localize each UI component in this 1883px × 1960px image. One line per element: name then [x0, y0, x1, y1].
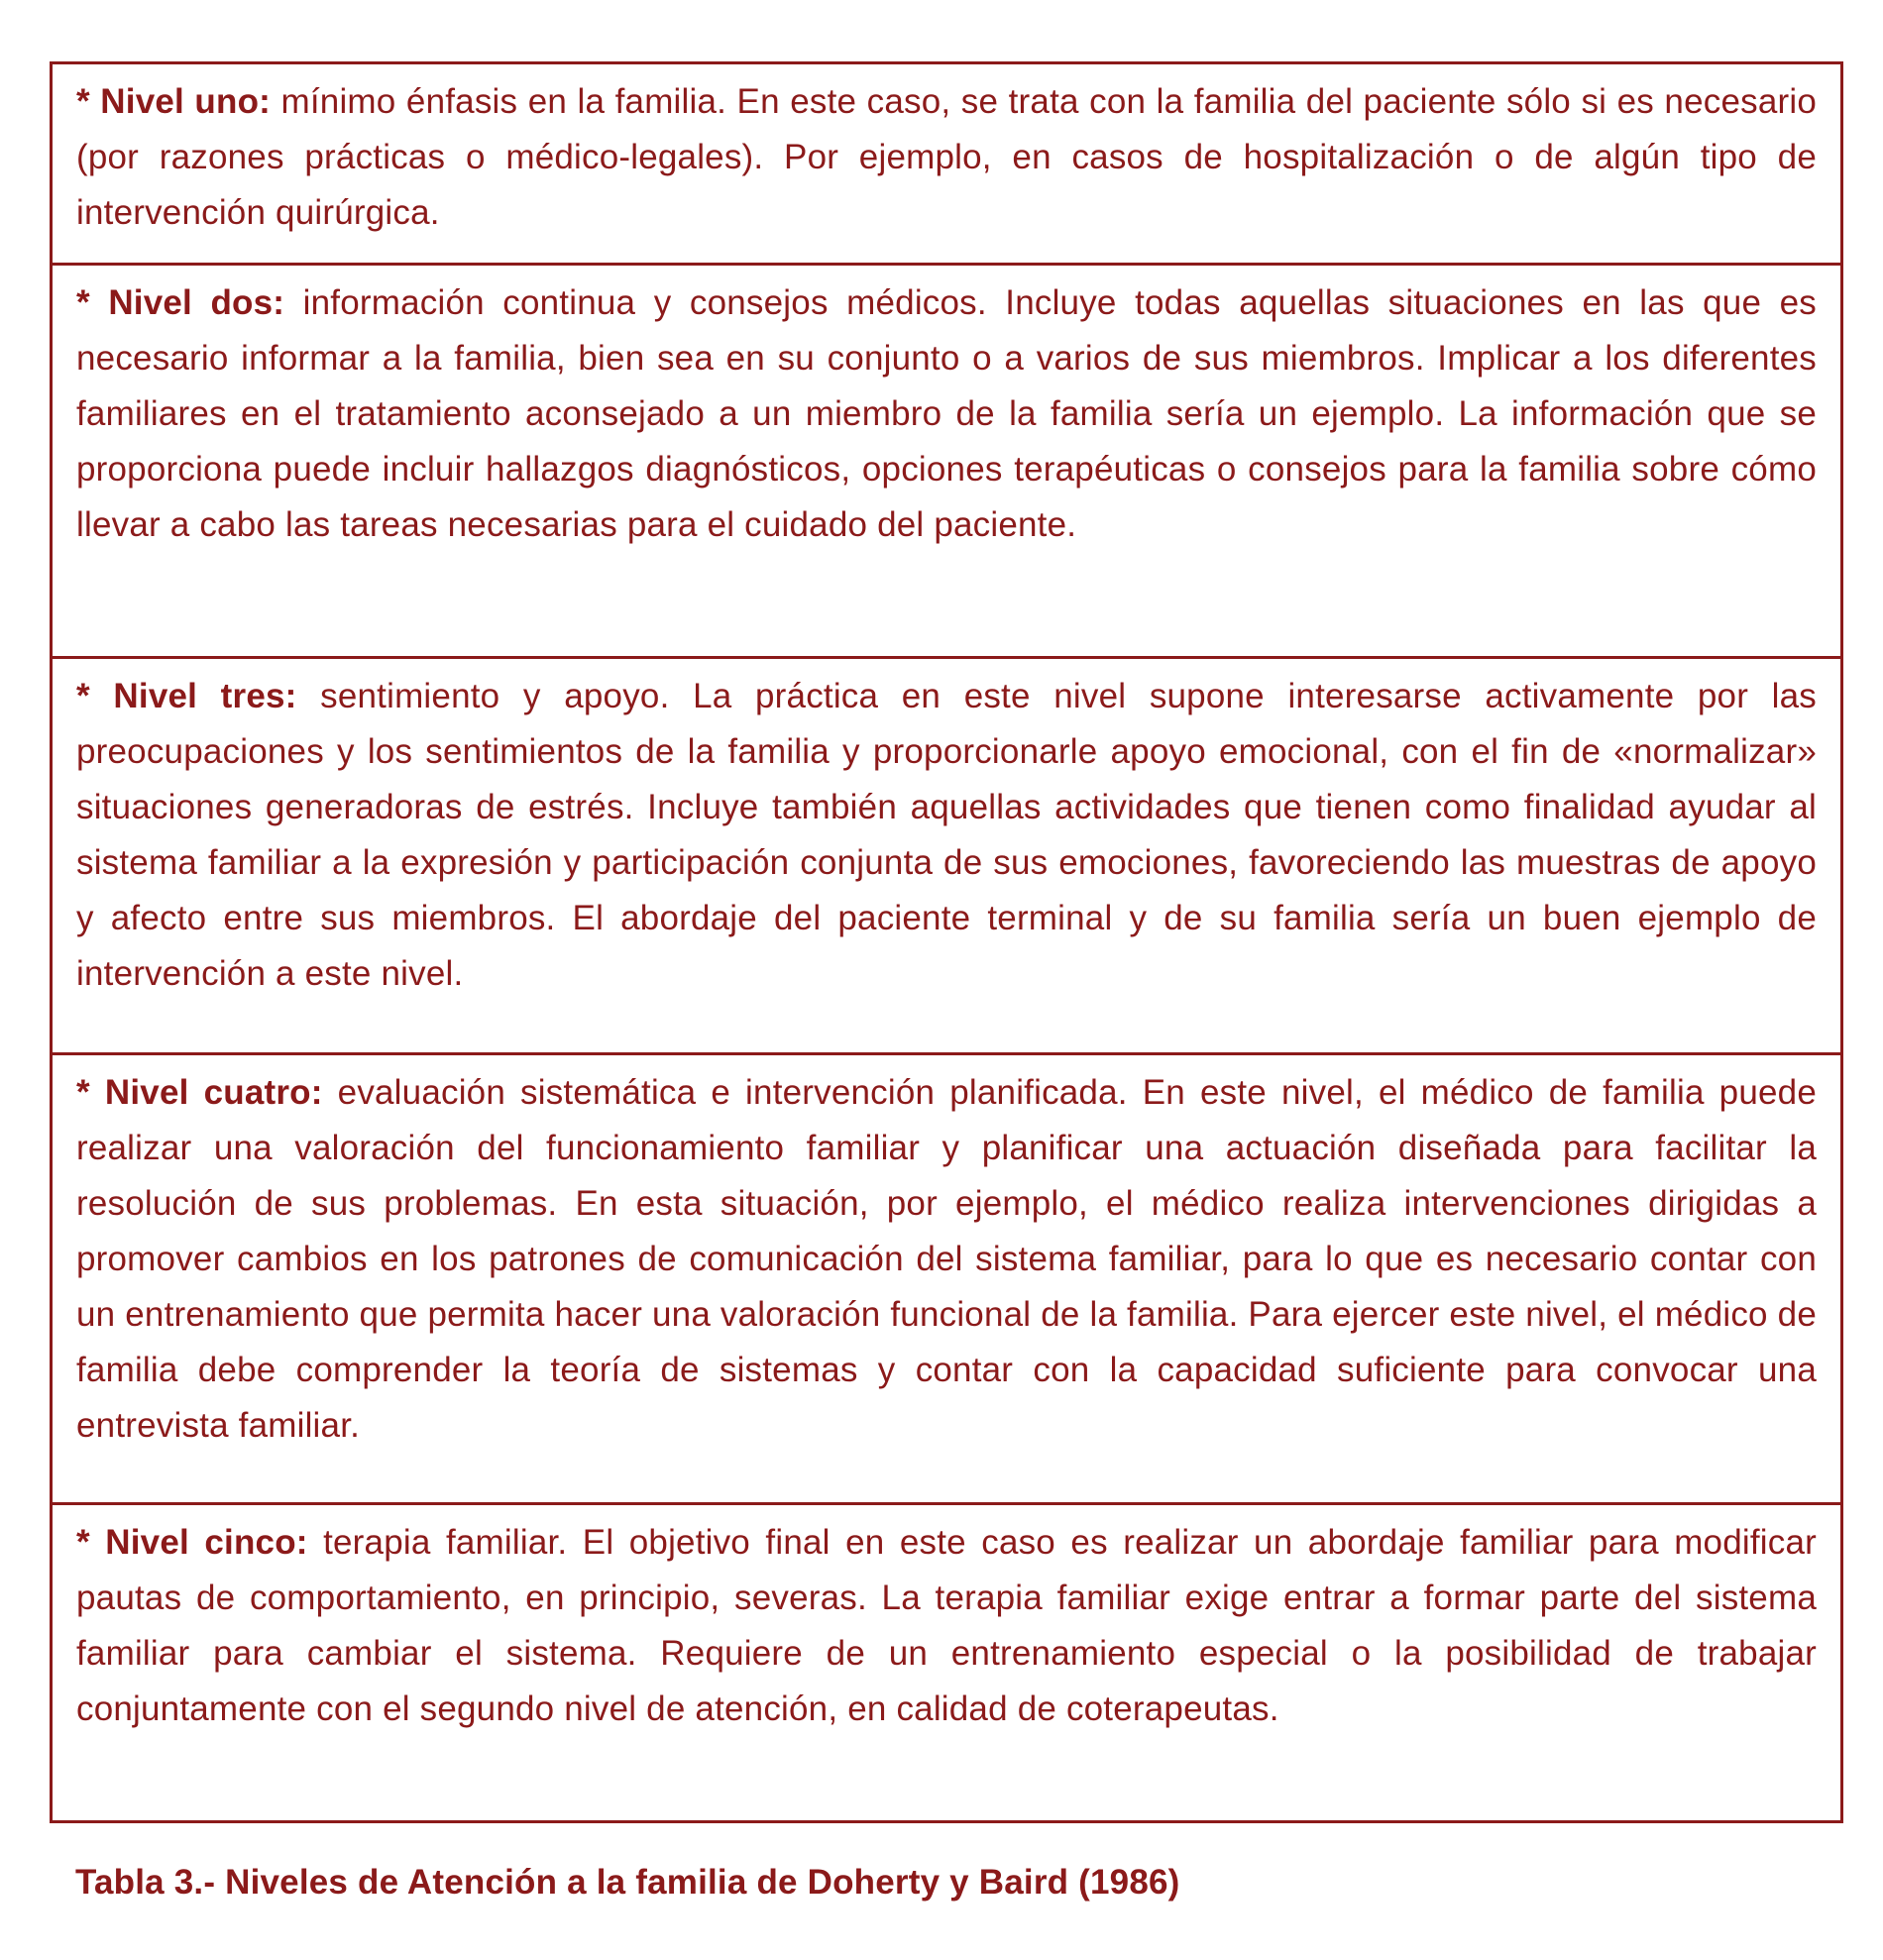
row-text: información continua y consejos médicos. Incluye todas aquellas situaciones en las que es necesario informar a la familia, bien sea en su conjunto o a varios de sus miembros. Implicar a los diferentes familiares en el tratamiento aconsejado a un miembro de la familia sería un ejemplo. La información que se proporciona puede incluir hallazgos diagnósticos, opciones terapéuticas o consejos para la familia sobre cómo llevar a cabo las tareas necesarias para el cuidado del paciente. — [76, 283, 1818, 544]
levels-table — [50, 61, 1843, 1823]
row-label: * Nivel tres: — [76, 677, 297, 715]
table-row-nivel-dos — [53, 266, 1840, 659]
row-text: sentimiento y apoyo. La práctica en este nivel supone interesarse activamente por las preocupaciones y los sentimientos de la familia y proporcionarle apoyo emocional, con el fin de «normalizar» situaciones generadoras de estrés. Incluye también aquellas actividades que tienen como finalidad ayudar al sistema familiar a la expresión y participación conjunta de sus emociones, favoreciendo las muestras de apoyo y afecto entre sus miembros. El abordaje del paciente terminal y de su familia sería un buen ejemplo de intervención a este nivel. — [76, 677, 1817, 993]
table-row-nivel-cuatro — [53, 1055, 1840, 1505]
row-text: evaluación sistemática e intervención planificada. En este nivel, el médico de familia puede realizar una valoración del funcionamiento familiar y planificar una actuación diseñada para facilitar la resolución de sus problemas. En esta situación, por ejemplo, el médico realiza intervenciones dirigidas a promover cambios en los patrones de comunicación del sistema familiar, para lo que es necesario contar con un entrenamiento que permita hacer una valoración funcional de la familia. Para ejercer este nivel, el médico de familia debe comprender la teoría de sistemas y contar con la capacidad suficiente para convocar una entrevista familiar. — [76, 1073, 1817, 1445]
row-label: * Nivel dos: — [76, 283, 285, 322]
row-label: * Nivel cinco: — [76, 1523, 308, 1562]
table-caption: Tabla 3.- Niveles de Atención a la familia de Doherty y Baird (1986) — [75, 1863, 1180, 1902]
table-row-nivel-tres — [53, 659, 1840, 1055]
row-text: mínimo énfasis en la familia. En este caso, se trata con la familia del paciente sólo si es necesario (por razones prácticas o médico-legales). Por ejemplo, en casos de hospitalización o de algún tipo de intervención quirúrgica. — [76, 82, 1817, 232]
row-label: * Nivel cuatro: — [76, 1073, 323, 1112]
row-label: * Nivel uno: — [76, 82, 272, 121]
row-text: terapia familiar. El objetivo final en este caso es realizar un abordaje familiar para modificar pautas de comportamiento, en principio, severas. La terapia familiar exige entrar a formar parte del sistema familiar para cambiar el sistema. Requiere de un entrenamiento especial o la posibilidad de trabajar conjuntamente con el segundo nivel de atención, en calidad de coterapeutas. — [76, 1523, 1817, 1728]
table-row-nivel-uno — [53, 64, 1840, 266]
table-row-nivel-cinco — [53, 1505, 1840, 1820]
